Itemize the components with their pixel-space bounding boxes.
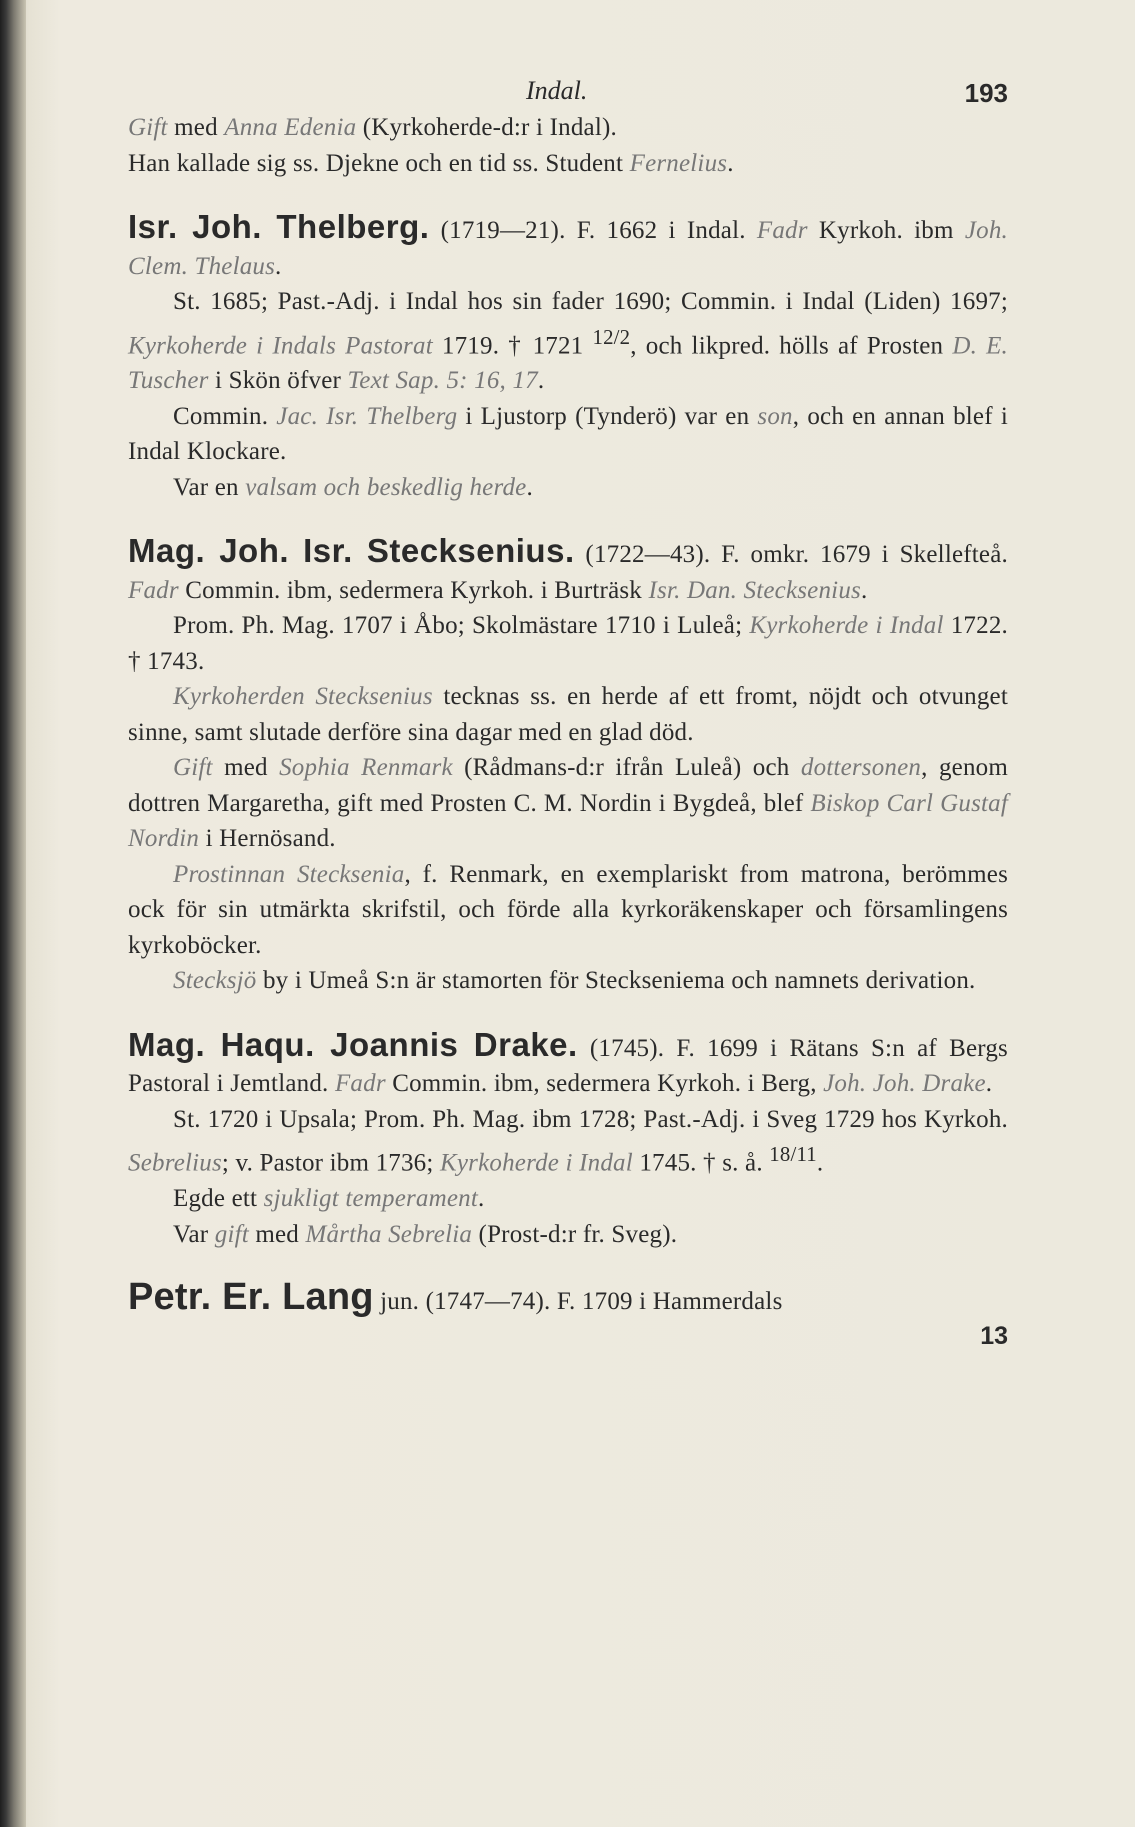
entry-heading-stecksenius: Mag. Joh. Isr. Stecksenius. (1722—43). F. omkr. 1679 i Skellefteå. Fadr Commin. ibm, sedermera Kyrkoh. i Burträsk Isr. Dan. Stecksenius. <box>128 532 1008 604</box>
running-header <box>128 70 1008 110</box>
entry-stecksenius-character: Kyrkoherden Stecksenius tecknas ss. en herde af ett fromt, nöjdt och otvunget sinne, samt slutade derföre sina dagar med en glad död. <box>128 683 1008 746</box>
entry-heading-drake: Mag. Haqu. Joannis Drake. (1745). F. 1699 i Rätans S:n af Bergs Pastoral i Jemtland. Fadr Commin. ibm, sedermera Kyrkoh. i Berg, Joh. Joh. Drake. <box>128 1025 1008 1098</box>
book-spine-shadow <box>0 0 26 1827</box>
page-content <box>128 70 1008 1351</box>
entry-stecksenius-marriage: Gift med Sophia Renmark (Rådmans-d:r ifrån Luleå) och dottersonen, genom dottren Margaretha, gift med Prosten C. M. Nordin i Bygdeå, blef Biskop Carl Gustaf Nordin i Hernösand. <box>128 754 1008 853</box>
signature-mark: 13 <box>980 1321 1008 1350</box>
paragraph-marriage: Gift med Anna Edenia (Kyrkoherde-d:r i Indal). <box>128 114 617 141</box>
page-number: 193 <box>964 78 1008 108</box>
entry-stecksenius-career: Prom. Ph. Mag. 1707 i Åbo; Skolmästare 1710 i Luleå; Kyrkoherde i Indal 1722. † 1743. <box>128 612 1008 675</box>
entry-heading-lang: Petr. Er. Lang jun. (1747—74). F. 1709 i Hammerdals <box>128 1276 783 1319</box>
header-title: Indal. <box>526 76 588 105</box>
entry-thelberg-career: St. 1685; Past.-Adj. i Indal hos sin fader 1690; Commin. i Indal (Liden) 1697; Kyrkoherde i Indals Pastorat 1719. † 1721 $^{12/2}$, och likpred. hölls af Prosten D. E. Tuscher i Skön öfver Text Sap. 5: 16, 17. <box>128 288 1008 395</box>
paragraph-student: Han kallade sig ss. Djekne och en tid ss. Student Fernelius. <box>128 149 734 177</box>
entry-stecksenius-origin: Stecksjö by i Umeå S:n är stamorten för Steckseniema och namnets derivation. <box>173 967 976 995</box>
entry-stecksenius-wife: Prostinnan Stecksenia, f. Renmark, en exemplariskt from matrona, berömmes ock för sin utmärkta skrifstil, och förde alla kyrkoräkenskaper och församlingens kyrkoböcker. <box>128 860 1008 959</box>
entry-thelberg-family: Commin. Jac. Isr. Thelberg i Ljustorp (Tynderö) var en son, och en annan blef i Indal Klockare. <box>128 402 1009 466</box>
entry-drake-marriage: Var gift med Mårtha Sebrelia (Prost-d:r fr. Sveg). <box>173 1220 678 1248</box>
entry-heading-thelberg: Isr. Joh. Thelberg. (1719—21). F. 1662 i Indal. Fadr Kyrkoh. ibm Joh. Clem. Thelaus. <box>128 208 1009 280</box>
entry-drake-career: St. 1720 i Upsala; Prom. Ph. Mag. ibm 1728; Past.-Adj. i Sveg 1729 hos Kyrkoh. Sebrelius; v. Pastor ibm 1736; Kyrkoherde i Indal 1745. † s. å. $^{18/11}$. <box>128 1105 1008 1177</box>
entry-thelberg-character: Var en valsam och beskedlig herde. <box>173 473 533 501</box>
entry-drake-temperament: Egde ett sjukligt temperament. <box>173 1185 485 1213</box>
